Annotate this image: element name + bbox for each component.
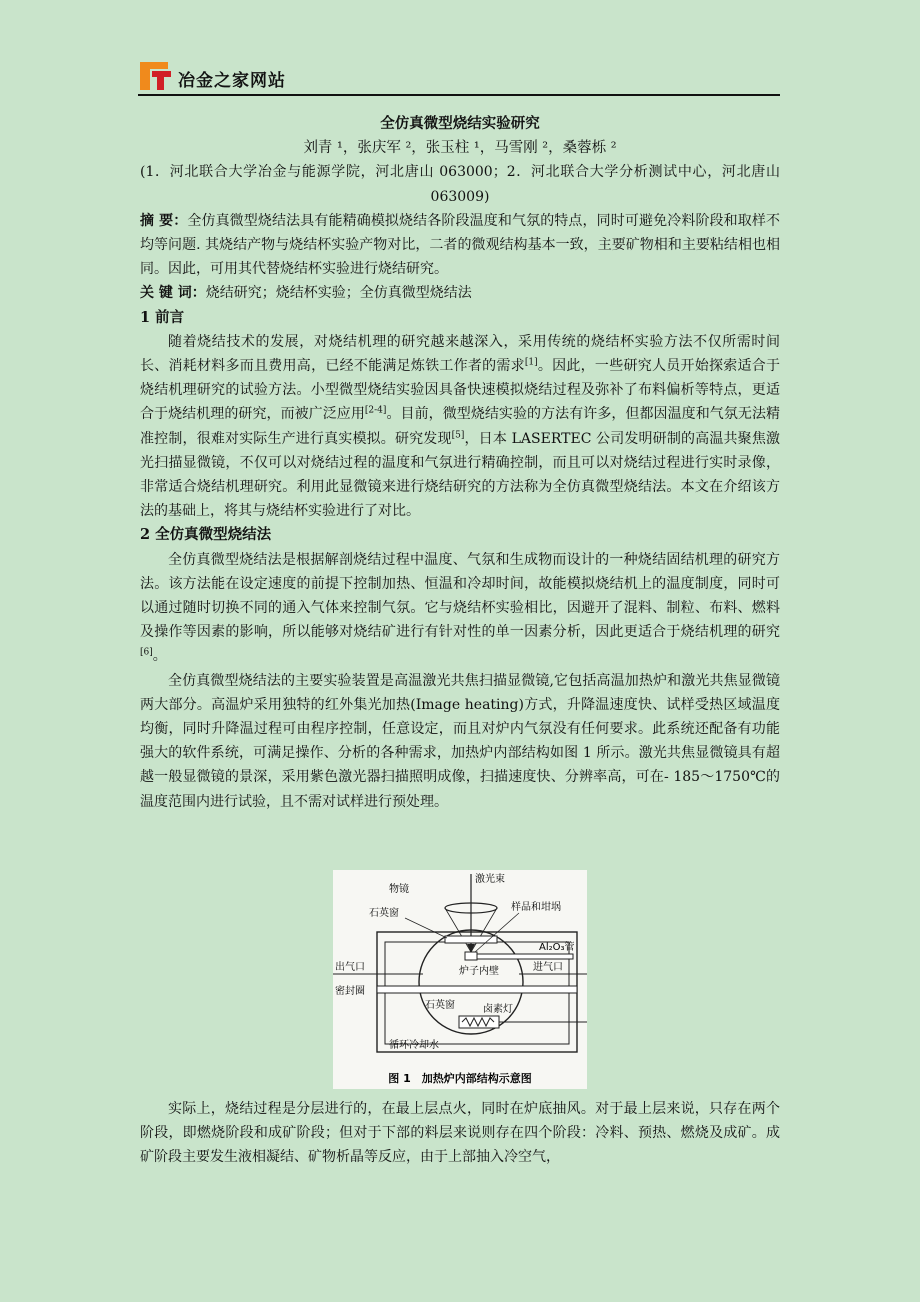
paragraph: 实际上，烧结过程是分层进行的，在最上层点火，同时在炉底抽风。对于最上层来说，只存在两个阶段，即燃烧阶段和成矿阶段；但对于下部的料层来说则存在四个阶段：冷料、预热、燃烧及成矿。成矿阶段主要发生液相凝结、矿物析晶等反应，由于上部抽入冷空气，: [140, 1101, 780, 1166]
label-objective: 物镜: [389, 884, 409, 895]
alumina-tube: [477, 954, 573, 959]
paragraph: 全仿真微型烧结法的主要实验装置是高温激光共焦扫描显微镜,它包括高温加热炉和激光共焦显微镜两大部分。高温炉采用独特的红外集光加热(Image heating)方式，升降温速度快、试样受热区域温度均衡，同时升降温过程可由程序控制，任意设定，而且对炉内气氛没有任何要求。此系统还配备有功能强大的软件系统，可满足操作、分析的各种需求，加热炉内部结构如图 1 所示。激光共焦显微镜具有超越一般显微镜的景深，采用紫色激光器扫描照明成像，扫描速度快、分辨率高，可在- 185～1750℃的温度范围内进行试验，且不需对试样进行预处理。: [140, 672, 780, 810]
leader-line: [405, 918, 447, 938]
paragraph-text: ，日本 LASERTEC 公司发明研制的高温共聚焦激光扫描显微镜，不仅可以对烧结过程的温度和气氛进行精确控制，而且可以对烧结过程进行实时录像，非常适合烧结机理研究。利用此显微镜来进行烧结研究的方法称为全仿真微型烧结法。本文在介绍该方法的基础上，将其与烧结杯实验进行了对比。: [140, 430, 780, 520]
label-sample: 样品和坩埚: [511, 902, 561, 913]
figure-furnace-diagram: [333, 870, 587, 1089]
site-logo-icon: [138, 60, 172, 92]
seal-ring: [377, 986, 577, 993]
citation: [2-4]: [364, 405, 387, 416]
citation: [5]: [451, 429, 465, 440]
citation: [1]: [524, 357, 538, 368]
halogen-lamp: [459, 1016, 499, 1028]
paragraph-text: 。因此，一些研究人员开始探索适合于烧结机理研究的试验方法。小型微型烧结实验因具备快速模拟烧结过程及弥补了布料偏析等特点，更适合于烧结机理的研究，而被广泛应用: [140, 358, 781, 423]
label-quartz-top: 石英窗: [369, 908, 399, 919]
site-header: [138, 56, 780, 94]
article-title: 全仿真微型烧结实验研究: [380, 115, 540, 132]
paragraph-text: 全仿真微型烧结法是根据解剖烧结过程中温度、气氛和生成物而设计的一种烧结固结机理的研究方法。该方法能在设定速度的前提下控制加热、恒温和冷却时间，故能模拟烧结机上的温度制度，同时可以通过随时切换不同的通入气体来控制气氛。它与烧结杯实验相比，因避开了混料、制粒、布料、燃料及操作等因素的影响，所以能够对烧结矿进行有针对性的单一因素分析，因此更适合于烧结机理的研究: [140, 551, 780, 641]
label-cooling: 循环冷却水: [389, 1040, 439, 1051]
label-inlet: 进气口: [533, 962, 563, 973]
article-body: [140, 112, 780, 814]
abstract-label: 摘 要：: [140, 212, 188, 229]
keywords: [140, 281, 780, 305]
paragraph: [140, 548, 780, 669]
citation: [6]: [140, 647, 153, 658]
article-body-continued: [140, 1097, 780, 1170]
label-outlet: 出气口: [335, 962, 365, 973]
paragraph-text: 。: [152, 648, 167, 665]
keywords-label: 关 键 词：: [140, 285, 206, 302]
article-affiliation: (1．河北联合大学冶金与能源学院，河北唐山 063000；2．河北联合大学分析测试中心，河北唐山 063009): [140, 164, 780, 205]
article-authors: 刘青 ¹，张庆军 ²，张玉柱 ¹，马雪刚 ²，桑蓉栎 ²: [303, 140, 617, 157]
sample-crucible: [465, 952, 477, 960]
site-name: 冶金之家网站: [178, 71, 286, 91]
paragraph: [140, 330, 780, 524]
label-seal: 密封圈: [335, 986, 365, 997]
section-heading-intro: 1 前言: [140, 308, 185, 326]
label-inner-wall: 炉子内壁: [459, 966, 499, 977]
figure-caption: 图 1 加热炉内部结构示意图: [388, 1072, 532, 1085]
paragraph-text: 随着烧结技术的发展，对烧结机理的研究越来越深入，采用传统的烧结杯实验方法不仅所需时间长、消耗材料多而且费用高，已经不能满足炼铁工作者的需求: [140, 333, 780, 375]
paragraph-text: 。目前，微型烧结实验的方法有许多，但都因温度和气氛无法精准控制，很难对实际生产进行真实模拟。研究发现: [140, 406, 781, 447]
label-tube: Al₂O₃管: [539, 942, 575, 953]
abstract-text: 全仿真微型烧结法具有能精确模拟烧结各阶段温度和气氛的特点，同时可避免冷料阶段和取样不均等问题. 其烧结产物与烧结杯实验产物对比，二者的微观结构基本一致，主要矿物相和主要粘结相也相同。因此，可用其代替烧结杯实验进行烧结研究。: [140, 212, 781, 278]
label-lamp: 卤素灯: [483, 1004, 513, 1015]
label-laser: 激光束: [475, 874, 505, 885]
section-heading-method: 2 全仿真微型烧结法: [140, 526, 272, 544]
keywords-text: 烧结研究；烧结杯实验；全仿真微型烧结法: [205, 285, 472, 302]
abstract: [140, 209, 780, 282]
header-divider: [138, 94, 780, 96]
label-quartz-mid: 石英窗: [425, 1000, 455, 1011]
furnace-diagram: [333, 870, 587, 1089]
